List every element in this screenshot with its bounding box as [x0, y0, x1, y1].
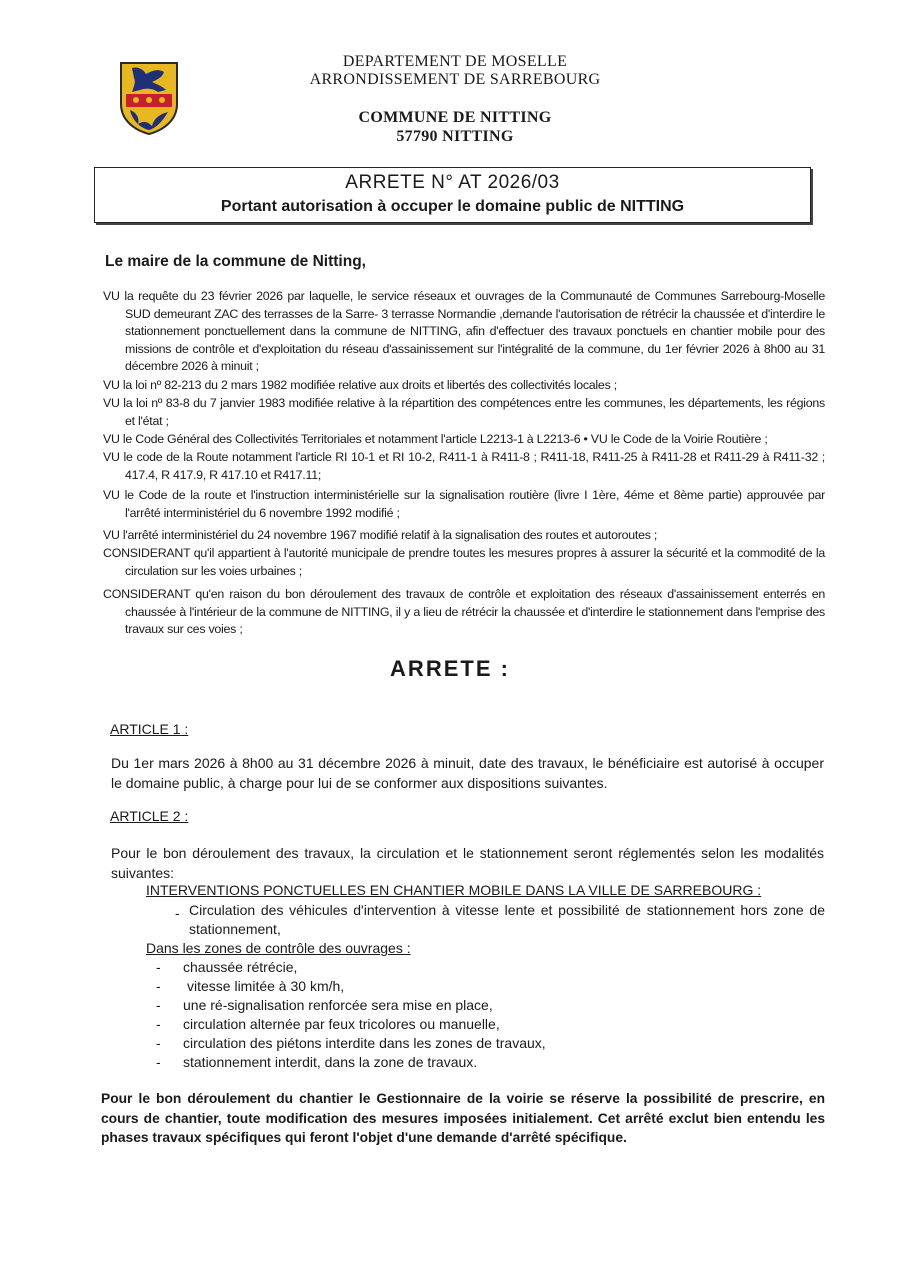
visa-7: [103, 527, 825, 545]
list-item-text: stationnement interdit, dans la zone de travaux.: [183, 1054, 478, 1070]
arrondissement-label: ARRONDISSEMENT DE SARREBOURG: [309, 71, 601, 88]
arrete-number: ARRETE N° AT 2026/03: [345, 172, 560, 193]
commune-label: COMMUNE DE NITTING: [358, 109, 552, 126]
coat-of-arms-icon: [118, 60, 180, 136]
list-bullet: -: [156, 997, 161, 1013]
list-item-text: circulation alternée par feux tricolores ou manuelle,: [183, 1016, 500, 1032]
title-box: [94, 167, 811, 223]
list-item-text: circulation des piétons interdite dans les zones de travaux,: [183, 1035, 546, 1051]
visa-5: [103, 449, 825, 484]
arrete-subtitle: Portant autorisation à occuper le domaine public de NITTING: [220, 198, 685, 215]
article-2-heading: ARTICLE 2 :: [110, 808, 189, 824]
visa-2: [103, 377, 825, 395]
list-item-text: chaussée rétrécie,: [183, 959, 298, 975]
list-bullet: -: [156, 1054, 161, 1070]
maire-line: Le maire de la commune de Nitting,: [105, 253, 366, 270]
list-item: [156, 1015, 500, 1034]
list-item: [156, 1053, 477, 1072]
list-item: [156, 977, 344, 996]
visa-8: [103, 545, 825, 580]
article-2-intro: Pour le bon déroulement des travaux, la circulation et le stationnement seront réglementés selon les modalités suivantes:: [111, 845, 824, 881]
visa-text: CONSIDERANT qu'il appartient à l'autorité municipale de prendre toutes les mesures propres à assurer la sécurité et la commodité de la circulation sur les voies urbaines ;: [103, 546, 825, 578]
list-bullet: -: [156, 959, 161, 975]
list-item-text: une ré-signalisation renforcée sera mise en place,: [183, 997, 493, 1013]
visa-text: VU le Code de la route et l'instruction interministérielle sur la signalisation routière (livre I 1ère, 4éme et 8ème partie) approuvée par l'arrêté interministériel du 6 novembre 1992 modifié ;: [103, 488, 825, 520]
list-bullet: -: [156, 1016, 161, 1032]
list-bullet: -: [156, 978, 161, 994]
article-1-text: Du 1er mars 2026 à 8h00 au 31 décembre 2026 à minuit, date des travaux, le bénéficiaire est autorisé à occuper le domaine public, à charge pour lui de se conformer aux dispositions suivantes.: [111, 755, 824, 791]
visa-9: [103, 586, 825, 639]
list-bullet: -: [175, 905, 180, 921]
visa-text: VU le code de la Route notamment l'article RI 10-1 et RI 10-2, R411-1 à R411-8 ; R411-18, R411-25 à R411-28 et R411-29 à R411-32 ; 417.4, R 417.9, R 417.10 et R417.11;: [103, 450, 825, 482]
list-item: [156, 996, 493, 1015]
visa-3: [103, 395, 825, 430]
section-1-item-text: Circulation des véhicules d'intervention à vitesse lente et possibilité de stationnement hors zone de stationnement,: [189, 902, 825, 937]
arrete-heading: ARRETE :: [390, 656, 510, 681]
final-paragraph: Pour le bon déroulement du chantier le Gestionnaire de la voirie se réserve la possibilité de prescrire, en cours de chantier, toute modification des mesures imposées initialement. Cet arrêté exclut bien entendu les phases travaux spécifiques qui feront l'objet d'une demande d'arrêté spécifique.: [101, 1091, 825, 1145]
list-item: [156, 1034, 546, 1053]
section-1-item: [175, 901, 825, 939]
visa-text: VU la requête du 23 février 2026 par laquelle, le service réseaux et ouvrages de la Communauté de Communes Sarrebourg-Moselle SUD demeurant ZAC des terrasses de la Sarre- 3 terrasse Normandie ,demande l'autorisation de rétrécir la chaussée et d'interdire le stationnement ponctuellement dans la commune de NITTING, afin d'effectuer des travaux ponctuels en chantier mobile pour des missions de contrôle et d'exploitation du réseau d'assainissement sur l'intégralité de la commune, du 1er février 2026 à 8h00 au 31 décembre 2026 à minuit ;: [103, 289, 825, 374]
department-label: DEPARTEMENT DE MOSELLE: [342, 53, 568, 70]
postal-label: 57790 NITTING: [396, 128, 514, 145]
visa-6: [103, 487, 825, 522]
visa-text: CONSIDERANT qu'en raison du bon déroulement des travaux de contrôle et exploitation des réseaux d'assainissement enterrés en chaussée à l'intérieur de la commune de NITTING, il y a lieu de rétrécir la chaussée et d'interdire le stationnement dans l'emprise des travaux sur ces voies ;: [103, 587, 825, 637]
list-item-text: vitesse limitée à 30 km/h,: [187, 978, 345, 994]
visa-4: [103, 431, 825, 449]
visa-1: [103, 288, 825, 376]
section-2-title: Dans les zones de contrôle des ouvrages :: [146, 940, 411, 956]
article-1-heading: ARTICLE 1 :: [110, 721, 189, 737]
list-bullet: -: [156, 1035, 161, 1051]
visa-text: VU l'arrêté interministériel du 24 novembre 1967 modifié relatif à la signalisation des routes et autoroutes ;: [103, 528, 658, 542]
visa-text: VU le Code Général des Collectivités Territoriales et notamment l'article L2213-1 à L2213-6 • VU le Code de la Voirie Routière ;: [103, 432, 768, 446]
visa-text: VU la loi nº 82-213 du 2 mars 1982 modifiée relative aux droits et libertés des collectivités locales ;: [103, 378, 617, 392]
list-item: [156, 958, 297, 977]
visa-text: VU la loi nº 83-8 du 7 janvier 1983 modifiée relative à la répartition des compétences entre les communes, les départements, les régions et l'état ;: [103, 396, 825, 428]
section-1-title: INTERVENTIONS PONCTUELLES EN CHANTIER MOBILE DANS LA VILLE DE SARREBOURG :: [146, 882, 762, 898]
